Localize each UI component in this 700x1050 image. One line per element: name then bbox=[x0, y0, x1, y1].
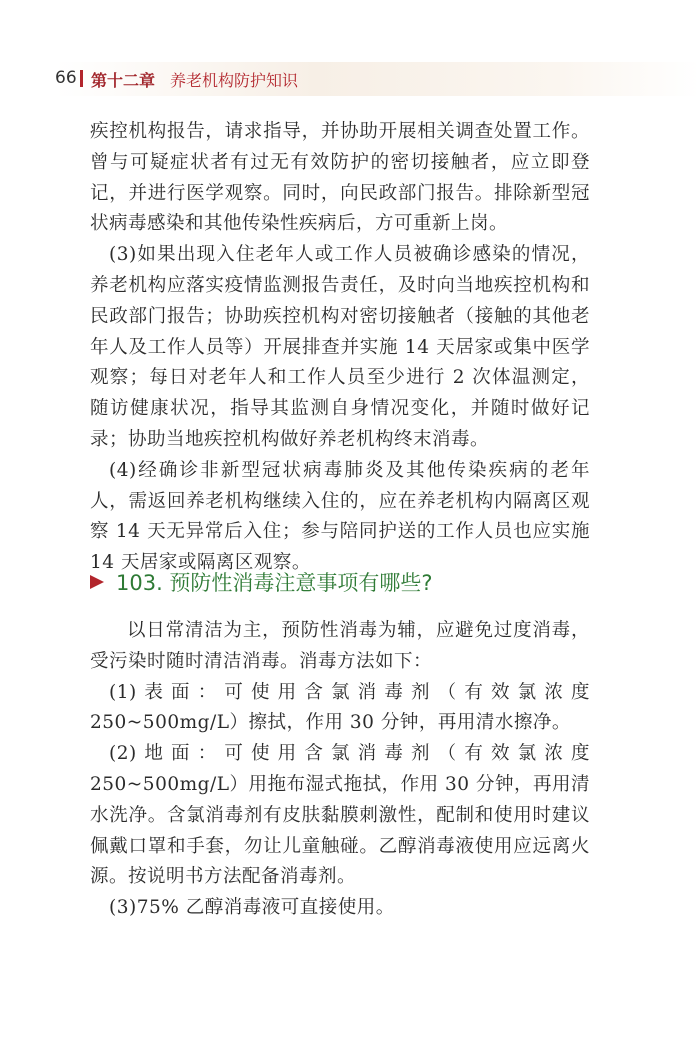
paragraph-continuation: 疾控机构报告，请求指导，并协助开展相关调查处置工作。曾与可疑症状者有过无有效防护的密切接触者，应立即登记，并进行医学观察。同时，向民政部门报告。排除新型冠状病毒感染和其他传染性疾病后，方可重新上岗。 bbox=[90, 121, 590, 235]
question-heading bbox=[90, 567, 610, 597]
arrow-bullet-icon bbox=[90, 575, 104, 589]
header-divider bbox=[80, 70, 83, 87]
answer-item-1: (1)表面：可使用含氯消毒剂（有效氯浓度 250~500mg/L）擦拭，作用 30 分钟，再用清水擦净。 bbox=[90, 681, 590, 734]
section-title: 养老机构防护知识 bbox=[170, 71, 299, 90]
body-text bbox=[90, 117, 590, 579]
answer-item-2: (2)地面：可使用含氯消毒剂（有效氯浓度 250~500mg/L）用拖布湿式拖拭，作用 30 分钟，再用清水洗净。含氯消毒剂有皮肤黏膜刺激性，配制和使用时建议佩戴口罩和手套，勿让儿童触碰。乙醇消毒液使用应远离火源。按说明书方法配备消毒剂。 bbox=[90, 743, 590, 888]
running-header bbox=[0, 62, 700, 96]
answer-text bbox=[90, 616, 590, 924]
chapter-label: 第十二章 bbox=[91, 71, 156, 90]
answer-item-3: (3)75% 乙醇消毒液可直接使用。 bbox=[109, 897, 395, 919]
paragraph-item-4: (4)经确诊非新型冠状病毒肺炎及其他传染疾病的老年人，需返回养老机构继续入住的，应在养老机构内隔离区观察 14 天无异常后入住；参与陪同护送的工作人员也应实施 14 天居家或隔离区观察。 bbox=[90, 459, 590, 574]
page-number: 66 bbox=[55, 68, 77, 88]
answer-intro: 以日常清洁为主，预防性消毒为辅，应避免过度消毒，受污染时随时清洁消毒。消毒方法如下： bbox=[90, 620, 590, 672]
question-title: 103. 预防性消毒注意事项有哪些? bbox=[116, 571, 433, 595]
paragraph-item-3: (3)如果出现入住老年人或工作人员被确诊感染的情况，养老机构应落实疫情监测报告责任，及时向当地疾控机构和民政部门报告；协助疾控机构对密切接触者（接触的其他老年人及工作人员等）开展排查并实施 14 天居家或集中医学观察；每日对老年人和工作人员至少进行 2 次体温测定，随访健康状况，指导其监测自身情况变化，并随时做好记录；协助当地疾控机构做好养老机构终末消毒。 bbox=[90, 244, 590, 450]
